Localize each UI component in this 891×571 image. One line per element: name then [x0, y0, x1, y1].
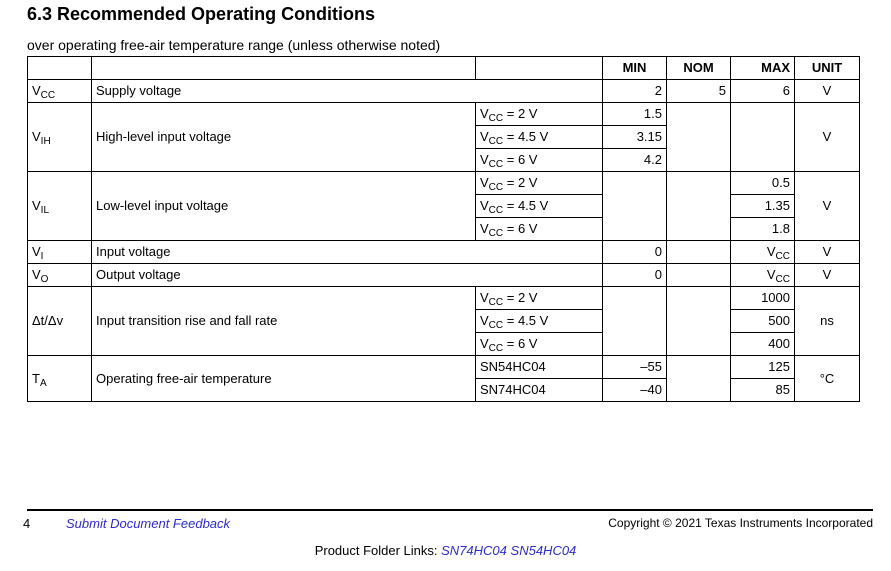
section-title: 6.3 Recommended Operating Conditions — [27, 4, 376, 24]
min-cell: –40 — [603, 379, 667, 402]
condition-cell: $V_{CC} = 6$ V — [476, 333, 603, 356]
nom-cell: 5 — [667, 80, 731, 103]
unit-cell: °C — [795, 356, 860, 402]
condition-cell: $V_{CC} = 4.5$ V — [476, 310, 603, 333]
min-cell: 0 — [603, 241, 667, 264]
condition-cell: $V_{CC} = 4.5$ V — [476, 126, 603, 149]
max-cell: 1.35 — [731, 195, 795, 218]
max-cell: 1.8 — [731, 218, 795, 241]
symbol-cell: $V_I$ — [28, 241, 92, 264]
symbol-cell: $V_O$ — [28, 264, 92, 287]
unit-cell: V — [795, 80, 860, 103]
product-folder-links — [0, 543, 891, 558]
condition-cell: SN54HC04 — [476, 356, 603, 379]
max-cell: 85 — [731, 379, 795, 402]
parameter-cell: Operating free-air temperature — [92, 356, 476, 402]
header-nom: NOM — [667, 57, 731, 80]
max-cell: $V_{CC}$ — [731, 241, 795, 264]
symbol-cell: $V_{IH}$ — [28, 103, 92, 172]
header-min: MIN — [603, 57, 667, 80]
product-folder-label: Product Folder Links: — [314, 543, 442, 558]
condition-cell: $V_{CC} = 2$ V — [476, 103, 603, 126]
unit-cell: ns — [795, 287, 860, 356]
unit-cell: V — [795, 241, 860, 264]
min-cell: 3.15 — [603, 126, 667, 149]
parameter-cell: High-level input voltage — [92, 103, 476, 172]
symbol-cell: $T_A$ — [28, 356, 92, 402]
recommended-operating-conditions-table — [27, 56, 860, 402]
max-cell: 400 — [731, 333, 795, 356]
parameter-cell: Output voltage — [92, 264, 603, 287]
table-subtitle: over operating free-air temperature range (unless otherwise noted) — [27, 37, 441, 53]
min-cell: 0 — [603, 264, 667, 287]
parameter-cell: Input transition rise and fall rate — [92, 287, 476, 356]
table-row — [28, 172, 860, 195]
condition-cell: $V_{CC} = 2$ V — [476, 287, 603, 310]
parameter-cell: Low-level input voltage — [92, 172, 476, 241]
condition-cell: $V_{CC} = 6$ V — [476, 218, 603, 241]
min-cell: –55 — [603, 356, 667, 379]
symbol-cell: $V_{IL}$ — [28, 172, 92, 241]
condition-cell: SN74HC04 — [476, 379, 603, 402]
header-max: MAX — [731, 57, 795, 80]
page-number: 4 — [23, 516, 31, 531]
max-cell: 125 — [731, 356, 795, 379]
max-cell: $V_{CC}$ — [731, 264, 795, 287]
symbol-cell: Δt/Δv — [28, 287, 92, 356]
sn54hc04-link[interactable]: SN54HC04 — [510, 543, 577, 558]
table-row — [28, 80, 860, 103]
min-cell: 4.2 — [603, 149, 667, 172]
table-row — [28, 287, 860, 310]
unit-cell: V — [795, 103, 860, 172]
header-unit: UNIT — [795, 57, 860, 80]
condition-cell: $V_{CC} = 6$ V — [476, 149, 603, 172]
condition-cell: $V_{CC} = 2$ V — [476, 172, 603, 195]
table-row — [28, 103, 860, 126]
copyright-notice: Copyright © 2021 Texas Instruments Incorporated — [608, 516, 873, 530]
unit-cell: V — [795, 264, 860, 287]
max-cell: 500 — [731, 310, 795, 333]
table-header-row — [28, 57, 860, 80]
max-cell: 6 — [731, 80, 795, 103]
table-row — [28, 264, 860, 287]
parameter-cell: Input voltage — [92, 241, 603, 264]
condition-cell: $V_{CC} = 4.5$ V — [476, 195, 603, 218]
min-cell: 1.5 — [603, 103, 667, 126]
symbol-cell: $V_{CC}$ — [28, 80, 92, 103]
table-row — [28, 241, 860, 264]
footer-divider — [27, 509, 873, 511]
max-cell: 0.5 — [731, 172, 795, 195]
submit-feedback-link[interactable]: Submit Document Feedback — [66, 516, 231, 531]
table-row — [28, 356, 860, 379]
max-cell: 1000 — [731, 287, 795, 310]
parameter-cell: Supply voltage — [92, 80, 603, 103]
unit-cell: V — [795, 172, 860, 241]
min-cell: 2 — [603, 80, 667, 103]
sn74hc04-link[interactable]: SN74HC04 — [441, 543, 507, 558]
